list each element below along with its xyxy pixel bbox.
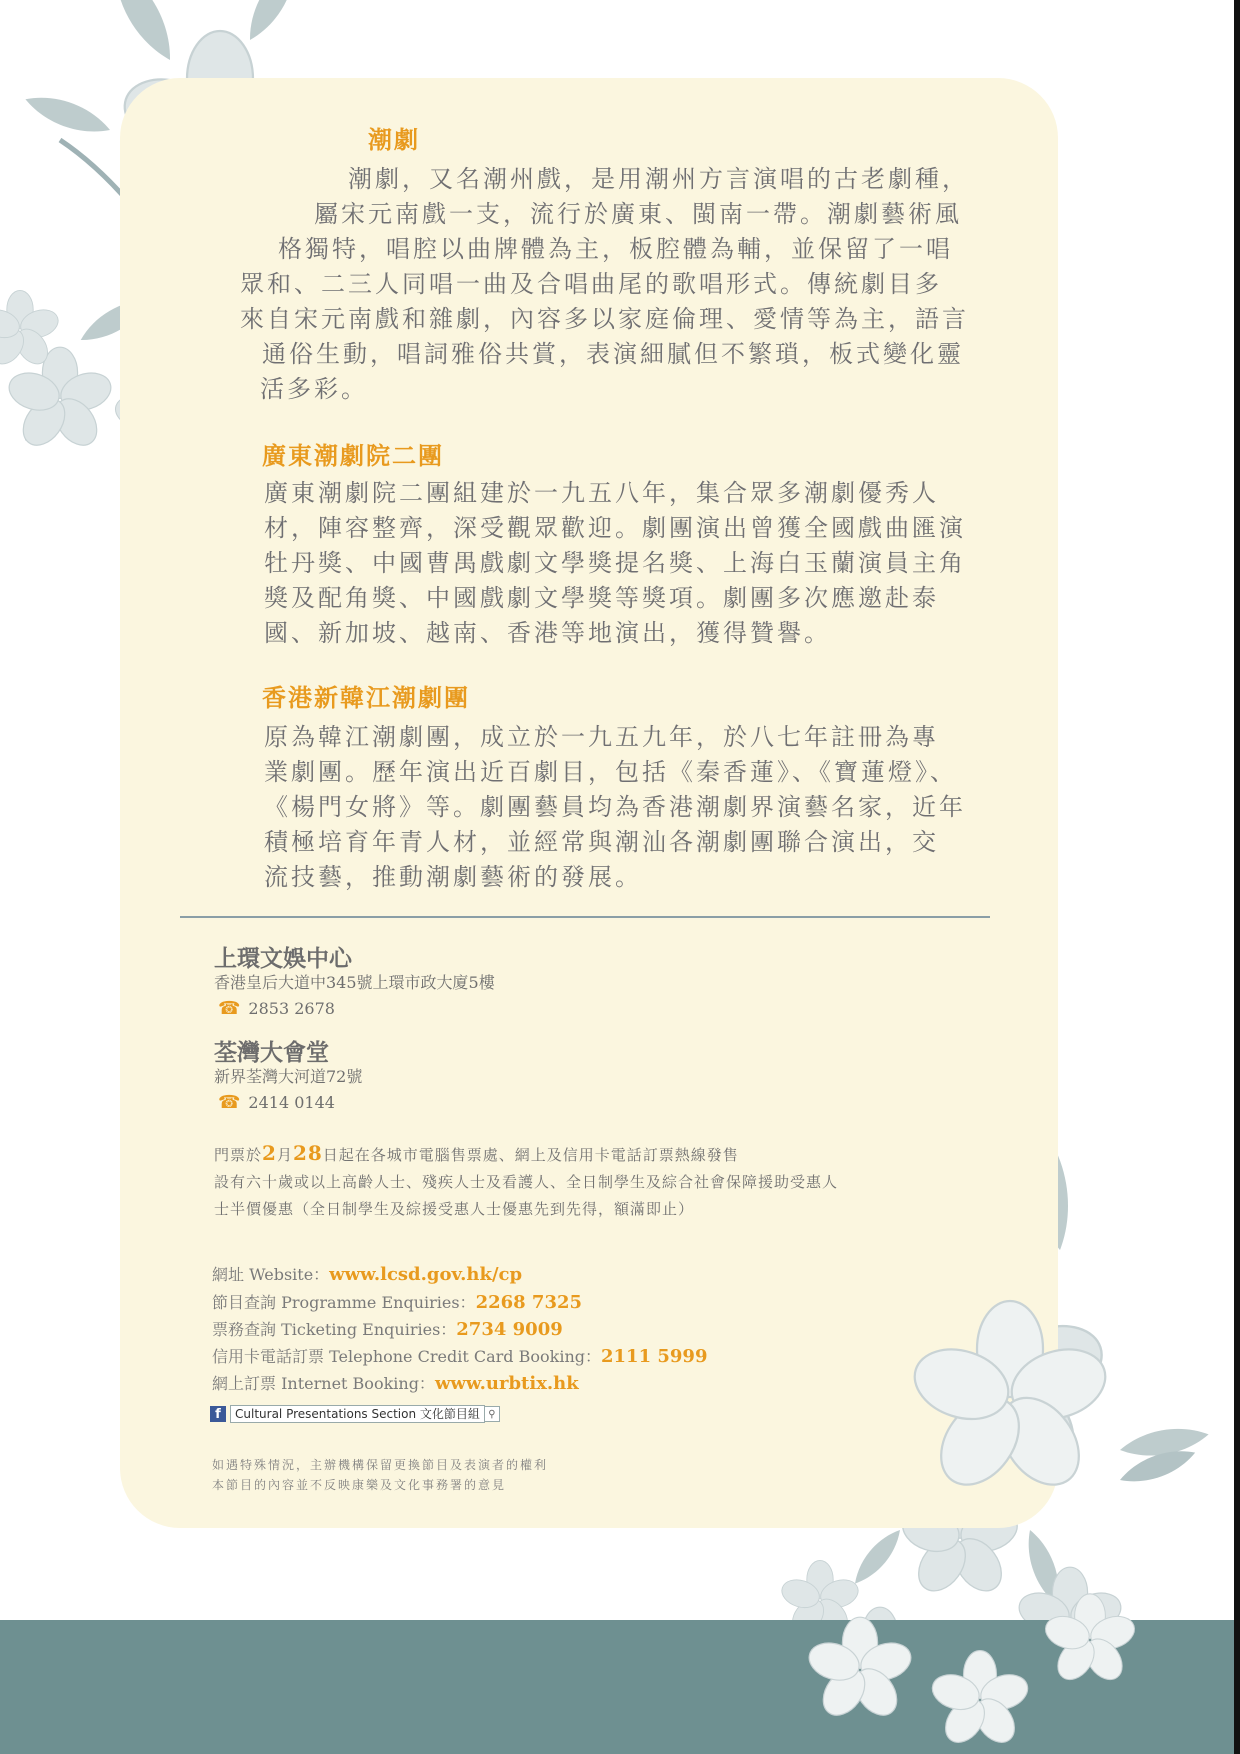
ticketing-enquiries-row: 票務查詢 Ticketing Enquiries：2734 9009 [212, 1319, 563, 1340]
facebook-search-box[interactable] [210, 1404, 500, 1424]
facebook-page-name: Cultural Presentations Section 文化節目組 [230, 1405, 485, 1423]
search-icon: ⚲ [485, 1406, 500, 1422]
text-line: 國、新加坡、越南、香港等地演出，獲得贊譽。 [264, 619, 831, 647]
scan-edge [1234, 0, 1240, 1754]
internet-booking-row: 網上訂票 Internet Booking：www.urbtix.hk [212, 1373, 579, 1394]
divider [180, 916, 990, 918]
section-heading-hk-troupe: 香港新韓江潮劇團 [262, 683, 470, 712]
venue-address: 新界荃灣大河道72號 [214, 1067, 363, 1086]
venue-name: 上環文娛中心 [214, 945, 352, 972]
text-line: 活多彩。 [260, 375, 368, 403]
venue-phone [218, 998, 335, 1019]
ticket-sale-date: 門票於2月28日起在各城市電腦售票處、網上及信用卡電話訂票熱線發售 [214, 1141, 739, 1165]
programme-enquiries-row: 節目查詢 Programme Enquiries：2268 7325 [212, 1292, 583, 1313]
urbtix-link[interactable]: www.urbtix.hk [434, 1373, 579, 1394]
venue-phone-number: 2853 2678 [248, 999, 335, 1018]
credit-card-booking-row: 信用卡電話訂票 Telephone Credit Card Booking：2111 5999 [212, 1346, 708, 1367]
venue-name: 荃灣大會堂 [214, 1039, 329, 1066]
text-line: 來自宋元南戲和雜劇，內容多以家庭倫理、愛情等為主，語言 [240, 305, 969, 333]
text-line: 屬宋元南戲一支，流行於廣東、閩南一帶。潮劇藝術風 [314, 200, 962, 228]
text-line: 原為韓江潮劇團，成立於一九五九年，於八七年註冊為專 [264, 723, 939, 751]
disclaimer-line: 如遇特殊情況，主辦機構保留更換節目及表演者的權利 [212, 1458, 549, 1472]
ticket-notice [214, 1140, 974, 1223]
section-heading-troupe-2: 廣東潮劇院二團 [262, 441, 444, 470]
concession-notice-cont: 士半價優惠（全日制學生及綜援受惠人士優惠先到先得，額滿即止） [214, 1200, 695, 1218]
website-link[interactable]: www.lcsd.gov.hk/cp [329, 1264, 523, 1285]
website-row: 網址 Website：www.lcsd.gov.hk/cp [212, 1264, 523, 1285]
text-line: 《楊門女將》等。劇團藝員均為香港潮劇界演藝名家，近年 [264, 793, 966, 821]
text-line: 材，陣容整齊，深受觀眾歡迎。劇團演出曾獲全國戲曲匯演 [264, 514, 966, 542]
venue-phone-number: 2414 0144 [248, 1093, 335, 1112]
text-line: 通俗生動，唱詞雅俗共賞，表演細膩但不繁瑣，板式變化靈 [262, 340, 964, 368]
venue-address: 香港皇后大道中345號上環市政大廈5樓 [214, 973, 495, 992]
venue-phone [218, 1092, 335, 1113]
text-line: 業劇團。歷年演出近百劇目，包括《秦香蓮》、《寶蓮燈》、 [264, 758, 957, 786]
text-line: 牡丹獎、中國曹禺戲劇文學獎提名獎、上海白玉蘭演員主角 [264, 549, 966, 577]
text-line: 廣東潮劇院二團組建於一九五八年，集合眾多潮劇優秀人 [264, 479, 939, 507]
text-line: 獎及配角獎、中國戲劇文學獎等獎項。劇團多次應邀赴泰 [264, 584, 939, 612]
phone-icon: ☎ [218, 998, 241, 1019]
text-line: 積極培育年青人材，並經常與潮汕各潮劇團聯合演出，交 [264, 828, 939, 856]
text-line: 潮劇，又名潮州戲，是用潮州方言演唱的古老劇種， [348, 165, 969, 193]
section-body-hk-troupe [264, 720, 964, 895]
section-body-troupe-2 [264, 476, 964, 651]
text-line: 眾和、二三人同唱一曲及合唱曲尾的歌唱形式。傳統劇目多 [240, 270, 942, 298]
phone-icon: ☎ [218, 1092, 241, 1113]
text-line: 流技藝，推動潮劇藝術的發展。 [264, 863, 642, 891]
disclaimer-line: 本節目的內容並不反映康樂及文化事務署的意見 [212, 1478, 507, 1492]
section-body-chiu-chow-opera [240, 162, 969, 407]
text-line: 格獨特，唱腔以曲牌體為主，板腔體為輔，並保留了一唱 [278, 235, 953, 263]
facebook-icon: f [210, 1406, 226, 1422]
concession-notice: 設有六十歲或以上高齡人士、殘疾人士及看護人、全日制學生及綜合社會保障援助受惠人 [214, 1173, 839, 1191]
section-heading-chiu-chow-opera: 潮劇 [368, 125, 420, 154]
